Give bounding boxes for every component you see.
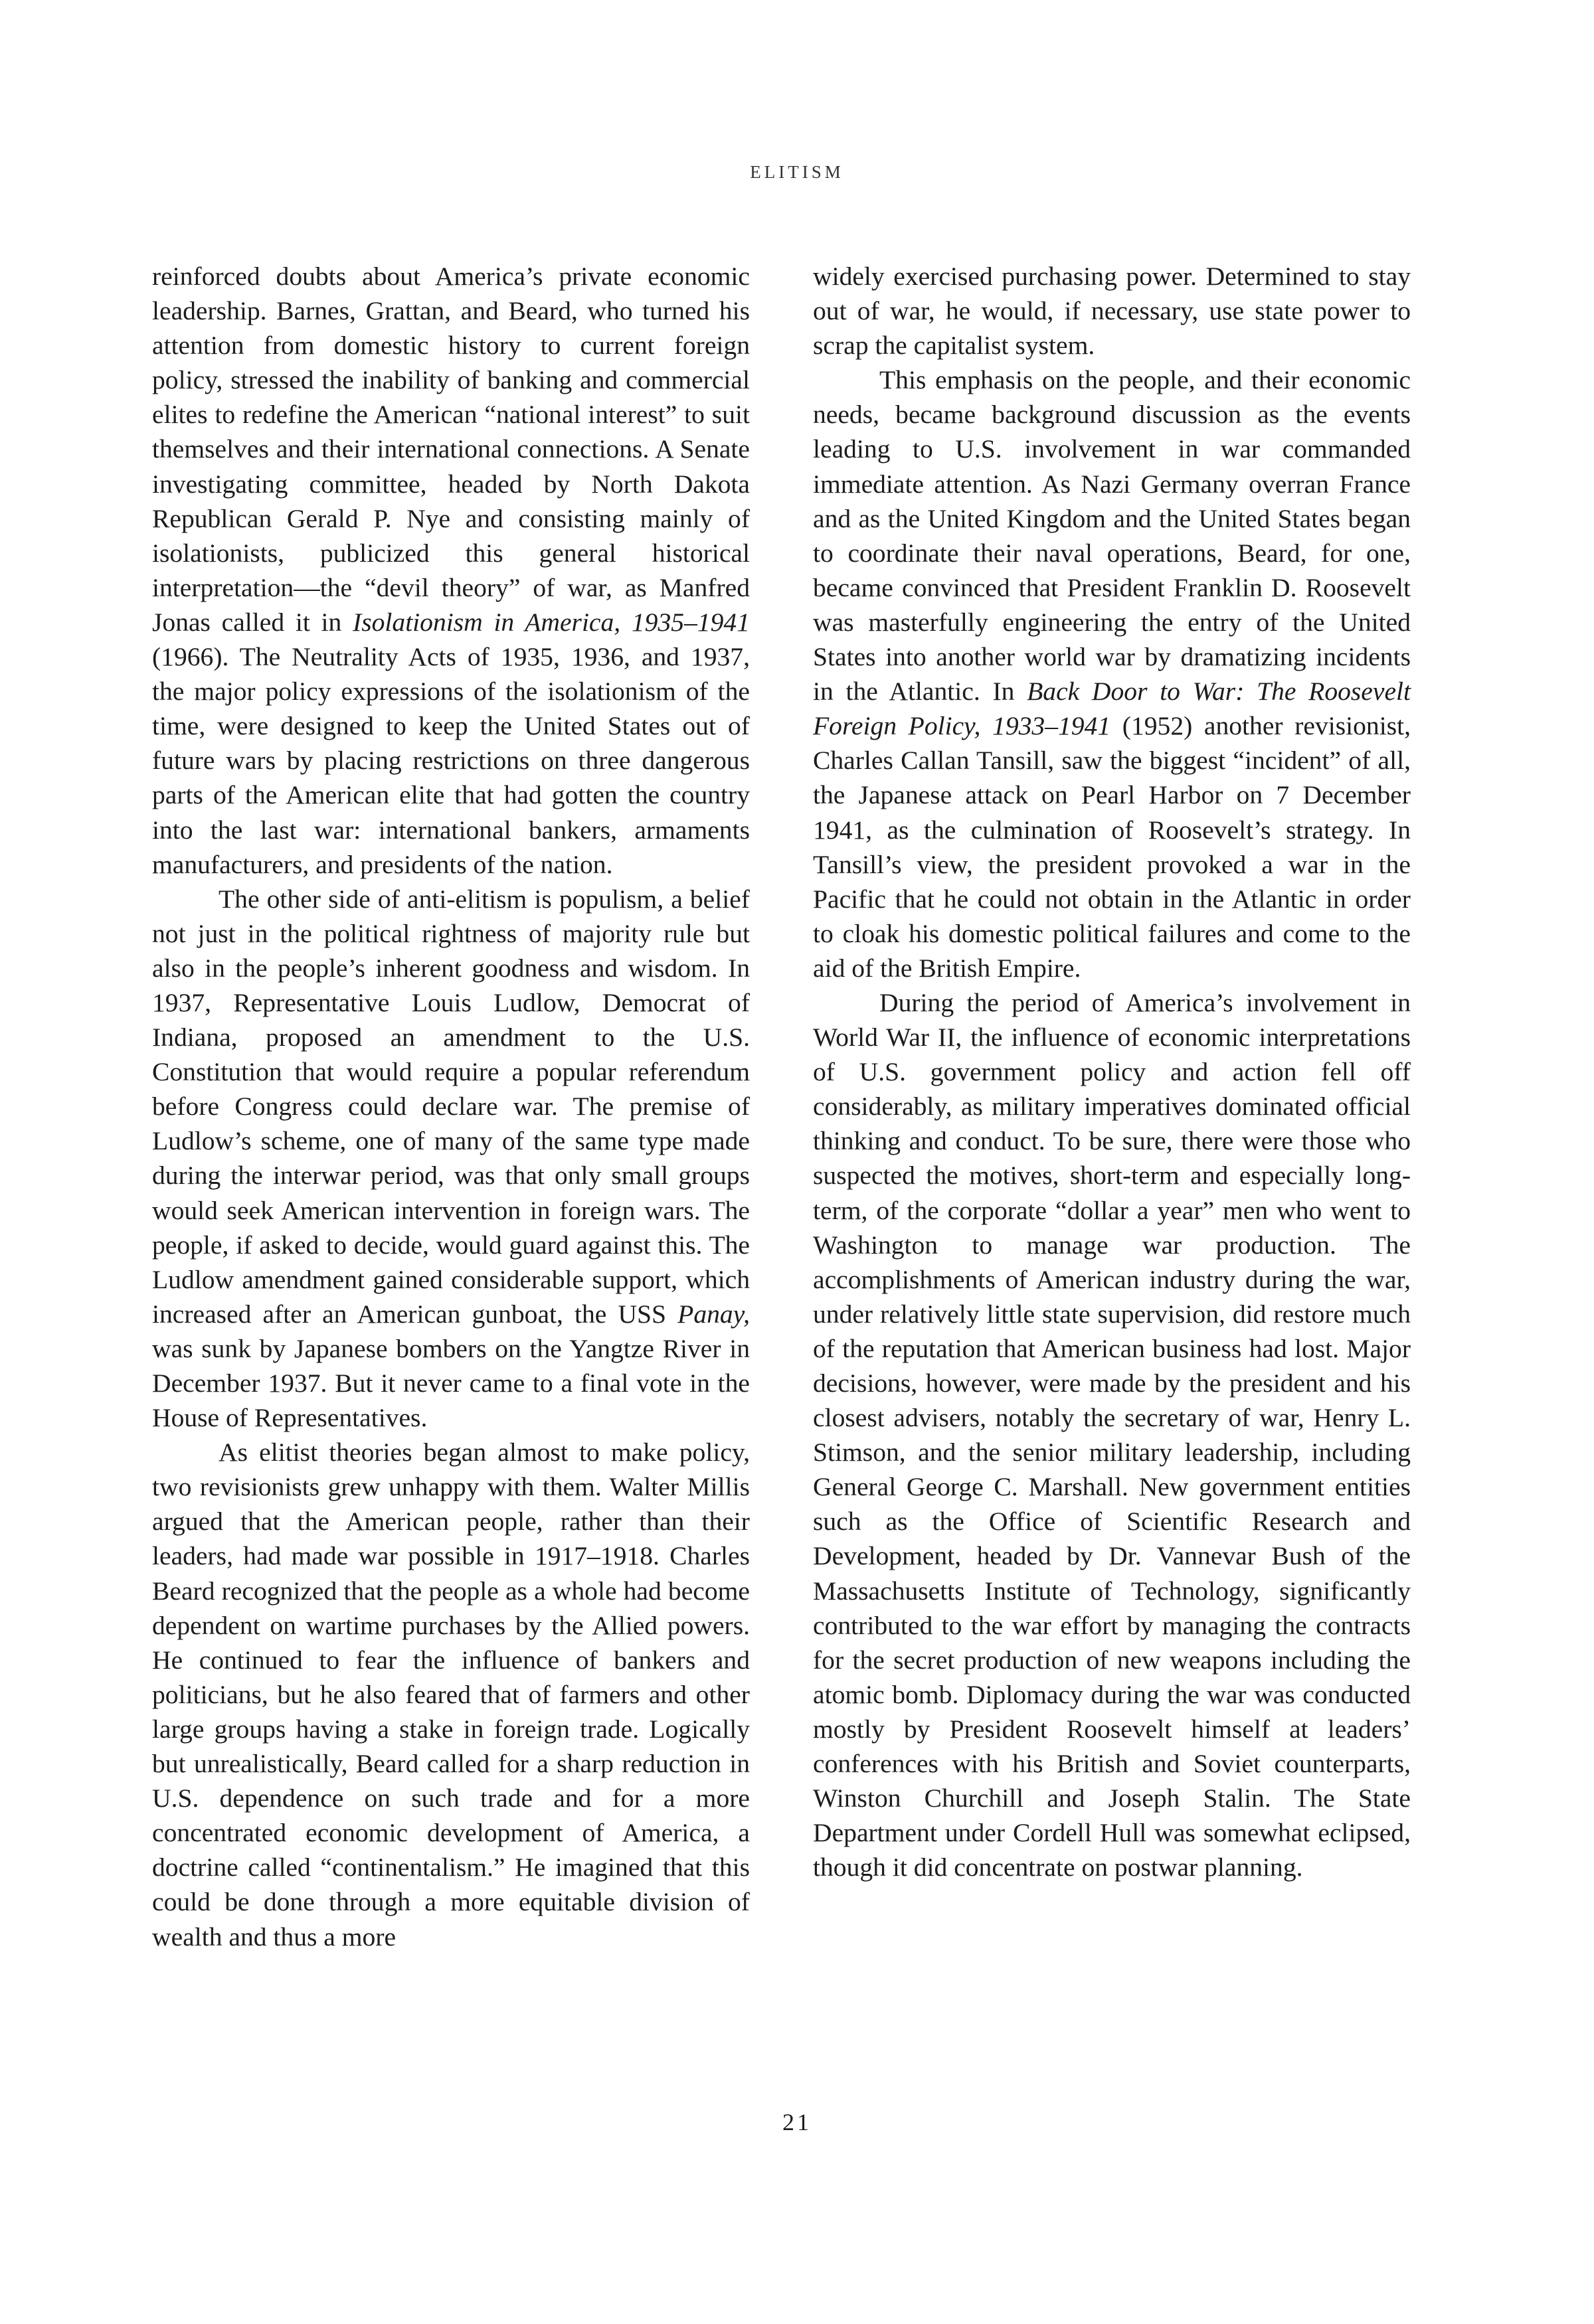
- paragraph-left-2: [152, 882, 750, 1436]
- text-run: The other side of anti-elitism is populism, a belief not just in the political rightness of majority rule but also in the people’s inherent goodness and wisdom. In 1937, Representative Louis Ludlow, Democrat of Indiana, proposed an amendment to the U.S. Constitution that would require a popular referendum before Congress could declare war. The premise of Ludlow’s scheme, one of many of the same type made during the interwar period, was that only small groups would seek American intervention in foreign wars. The people, if asked to decide, would guard against this. The Ludlow amendment gained considerable support, which increased after an American gunboat, the USS: [152, 884, 750, 1329]
- text-run: (1952) another revisionist, Charles Callan Tansill, saw the biggest “incident” of all, the Japanese attack on Pearl Harbor on 7 December 1941, as the culmination of Roosevelt’s strategy. In Tansill’s view, the president provoked a war in the Pacific that he could not obtain in the Atlantic in order to cloak his domestic political failures and come to the aid of the British Empire.: [813, 711, 1411, 983]
- paragraph-left-3: [152, 1435, 750, 1953]
- text-run: As elitist theories began almost to make policy, two revisionists grew unhappy with them. Walter Millis argued that the American people, rather than their leaders, had made war possible in 1917–1918. Charles Beard recognized that the people as a whole had become dependent on wartime purchases by the Allied powers. He continued to fear the influence of bankers and politicians, but he also feared that of farmers and other large groups having a stake in foreign trade. Logically but unrealistically, Beard called for a sharp reduction in U.S. dependence on such trade and for a more concentrated economic development of America, a doctrine called “continentalism.” He imagined that this could be done through a more equitable division of wealth and thus a more: [152, 1438, 750, 1951]
- paragraph-right-2: [813, 363, 1411, 985]
- book-title-italic: Back Door to War: The Roosevelt Foreign Policy, 1933–1941: [813, 677, 1411, 741]
- paragraph-left-1: [152, 259, 750, 882]
- text-run: was sunk by Japanese bombers on the Yangtze River in December 1937. But it never came to a final vote in the House of Representatives.: [152, 1333, 750, 1433]
- text-run: widely exercised purchasing power. Determined to stay out of war, he would, if necessary, use state power to scrap the capitalist system.: [813, 262, 1411, 361]
- ship-name-italic: Panay,: [677, 1299, 750, 1329]
- paragraph-right-3: [813, 985, 1411, 1884]
- text-run: During the period of America’s involvement in World War II, the influence of economic interpretations of U.S. government policy and action fell off considerably, as military imperatives dominated official thinking and conduct. To be sure, there were those who suspected the motives, short-term and especially long-term, of the corporate “dollar a year” men who went to Washington to manage war production. The accomplishments of American industry during the war, under relatively little state supervision, did restore much of the reputation that American business had lost. Major decisions, however, were made by the president and his closest advisers, notably the secretary of war, Henry L. Stimson, and the senior military leadership, including General George C. Marshall. New government entities such as the Office of Scientific Research and Development, headed by Dr. Vannevar Bush of the Massachusetts Institute of Technology, significantly contributed to the war effort by managing the contracts for the secret production of new weapons including the atomic bomb. Diplomacy during the war was conducted mostly by President Roosevelt himself at leaders’ conferences with his British and Soviet counterparts, Winston Churchill and Joseph Stalin. The State Department under Cordell Hull was somewhat eclipsed, though it did concentrate on postwar planning.: [813, 987, 1411, 1882]
- paragraph-right-1: [813, 259, 1411, 363]
- text-run: (1966). The Neutrality Acts of 1935, 1936, and 1937, the major policy expressions of the isolationism of the time, were designed to keep the United States out of future wars by placing restrictions on three dangerous parts of the American elite that had gotten the country into the last war: international bankers, armaments manufacturers, and presidents of the nation.: [152, 642, 750, 879]
- text-run: This emphasis on the people, and their economic needs, became background discussion as the events leading to U.S. involvement in war commanded immediate attention. As Nazi Germany overran France and as the United Kingdom and the United States began to coordinate their naval operations, Beard, for one, became convinced that President Franklin D. Roosevelt was masterfully engineering the entry of the United States into another world war by dramatizing incidents in the Atlantic. In: [813, 365, 1411, 706]
- running-head: ELITISM: [750, 162, 844, 182]
- text-run: reinforced doubts about America’s private economic leadership. Barnes, Grattan, and Beard, who turned his attention from domestic history to current foreign policy, stressed the inability of banking and commercial elites to redefine the American “national interest” to suit themselves and their international connections. A Senate investigating committee, headed by North Dakota Republican Gerald P. Nye and consisting mainly of isolationists, publicized this general historical interpretation—the “devil theory” of war, as Manfred Jonas called it in: [152, 262, 750, 637]
- book-title-italic: Isolationism in America, 1935–1941: [353, 607, 750, 637]
- page-number: 21: [782, 2109, 812, 2135]
- left-column: [152, 259, 750, 1954]
- right-column: [813, 259, 1411, 1884]
